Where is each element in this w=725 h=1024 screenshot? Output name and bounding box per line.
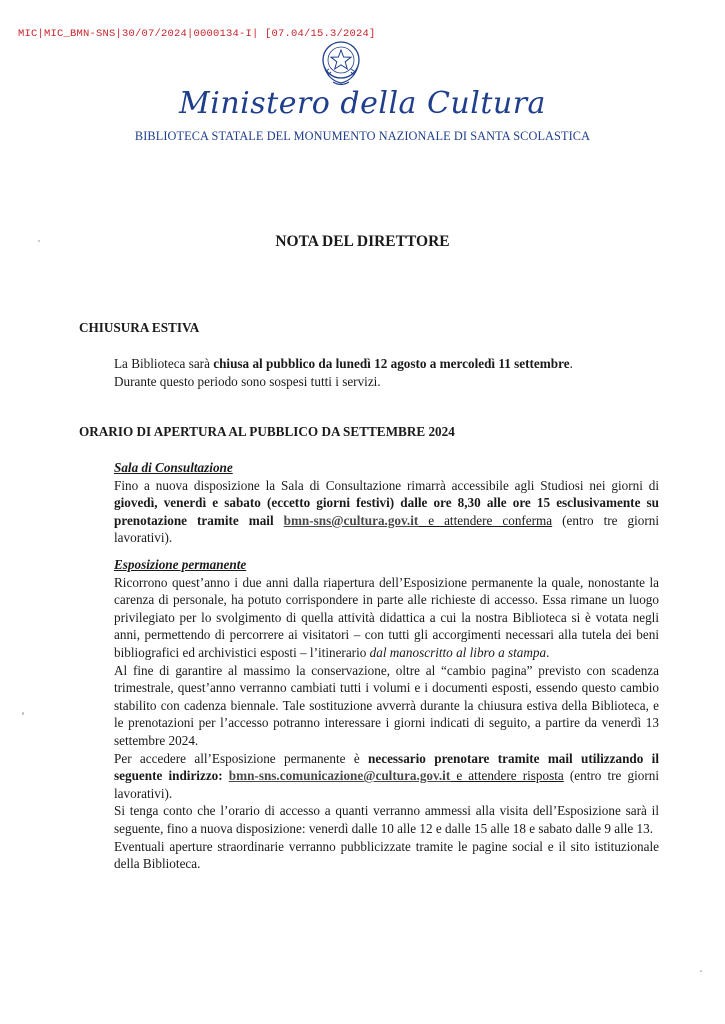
esposizione-paragraph-5: Eventuali aperture straordinarie verranno pubblicizzate tramite le pagine social e il sito istituzionale della Biblioteca. [114,838,659,872]
text: . [546,644,550,660]
text: e attendere risposta [450,768,564,784]
heading-orario: ORARIO DI APERTURA AL PUBBLICO DA SETTEMBRE 2024 [79,424,455,439]
document-title: NOTA DEL DIRETTORE [275,233,450,250]
esposizione-title: Esposizione permanente [114,557,247,572]
text: e attendere conferma [418,512,553,528]
protocol-stamp: MIC|MIC_BMN-SNS|30/07/2024|0000134-I| [07.04/15.3/2024] [18,28,376,40]
booking-instruction: necessario prenotare tramite mail utilizzando il seguente indirizzo: [114,750,659,784]
esposizione-paragraph-2: Al fine di garantire al massimo la conservazione, oltre al “cambio pagina” previsto con scadenza trimestrale, quest’anno verranno cambiati tutti i volumi e i documenti esposti, essendo questo cambio stabilito con cadenza biennale. Tale sostituzione avverrà durante la chiusura estiva della Biblioteca, e le prenotazioni per l’accesso potranno interessare i giorni indicati di seguito, a partire da venerdì 13 settembre 2024. [114,662,659,748]
scan-speck [22,712,24,715]
chiusura-paragraph-1 [114,355,659,373]
itinerary: dal manoscritto al libro a stampa [369,644,547,660]
library-name: BIBLIOTECA STATALE DEL MONUMENTO NAZIONALE DI SANTA SCOLASTICA [134,129,591,143]
text: . [569,356,573,371]
chiusura-body [114,355,659,390]
text: (entro tre giorni lavorativi). [114,768,659,801]
text: Ricorrono quest’anno i due anni dalla riapertura dell’Esposizione permanente la quale, nonostante la carenza di personale, ha potuto corrispondere in parte alle richieste di accesso. Essa rimane un luogo privilegiato per lo svolgimento di quella attività didattica a cui la nostra Biblioteca si è votata negli anni, permettendo di percorrere ai visitatori – con tutti gli accorgimenti necessari alla tutela dei beni bibliografici ed archivistici esposti – l’itinerario [114,574,659,660]
italian-republic-emblem-icon [318,38,364,88]
text [274,513,284,528]
closure-dates: chiusa al pubblico da lunedì 12 agosto a mercoledì 11 settembre [213,356,570,371]
text: Fino a nuova disposizione la Sala di Consultazione rimarrà accessibile agli Studiosi nei giorni di [114,477,659,493]
sala-section [114,459,659,547]
heading-chiusura-estiva: CHIUSURA ESTIVA [79,320,200,335]
esposizione-section [114,556,659,873]
scan-speck [38,240,40,242]
sala-hours: giovedì, venerdì e sabato (eccetto giorni festivi) dalle ore 8,30 alle ore 15 esclusivamente su prenotazione tramite mail [114,495,659,528]
text: Per accedere all’Esposizione permanente è [114,750,369,766]
esposizione-email-link[interactable]: bmn-sns.comunicazione@cultura.gov.it [228,768,451,784]
scan-speck [700,970,702,972]
esposizione-paragraph-1 [114,574,659,662]
esposizione-paragraph-3 [114,750,659,803]
sala-email-link[interactable]: bmn-sns@cultura.gov.it [283,512,419,528]
ministry-name: Ministero della Cultura [179,86,546,121]
chiusura-paragraph-2: Durante questo periodo sono sospesi tutti i servizi. [114,373,381,389]
text: (entro tre giorni lavorativi). [114,512,659,546]
sala-paragraph [114,477,659,547]
text: La Biblioteca sarà [114,356,214,371]
sala-title: Sala di Consultazione [114,460,233,475]
esposizione-paragraph-4: Si tenga conto che l’orario di accesso a quanti verranno ammessi alla visita dell’Esposizione sarà il seguente, fino a nuova disposizione: venerdì dalle 10 alle 12 e dalle 15 alle 18 e sabato dalle 9 alle 13. [114,803,659,836]
